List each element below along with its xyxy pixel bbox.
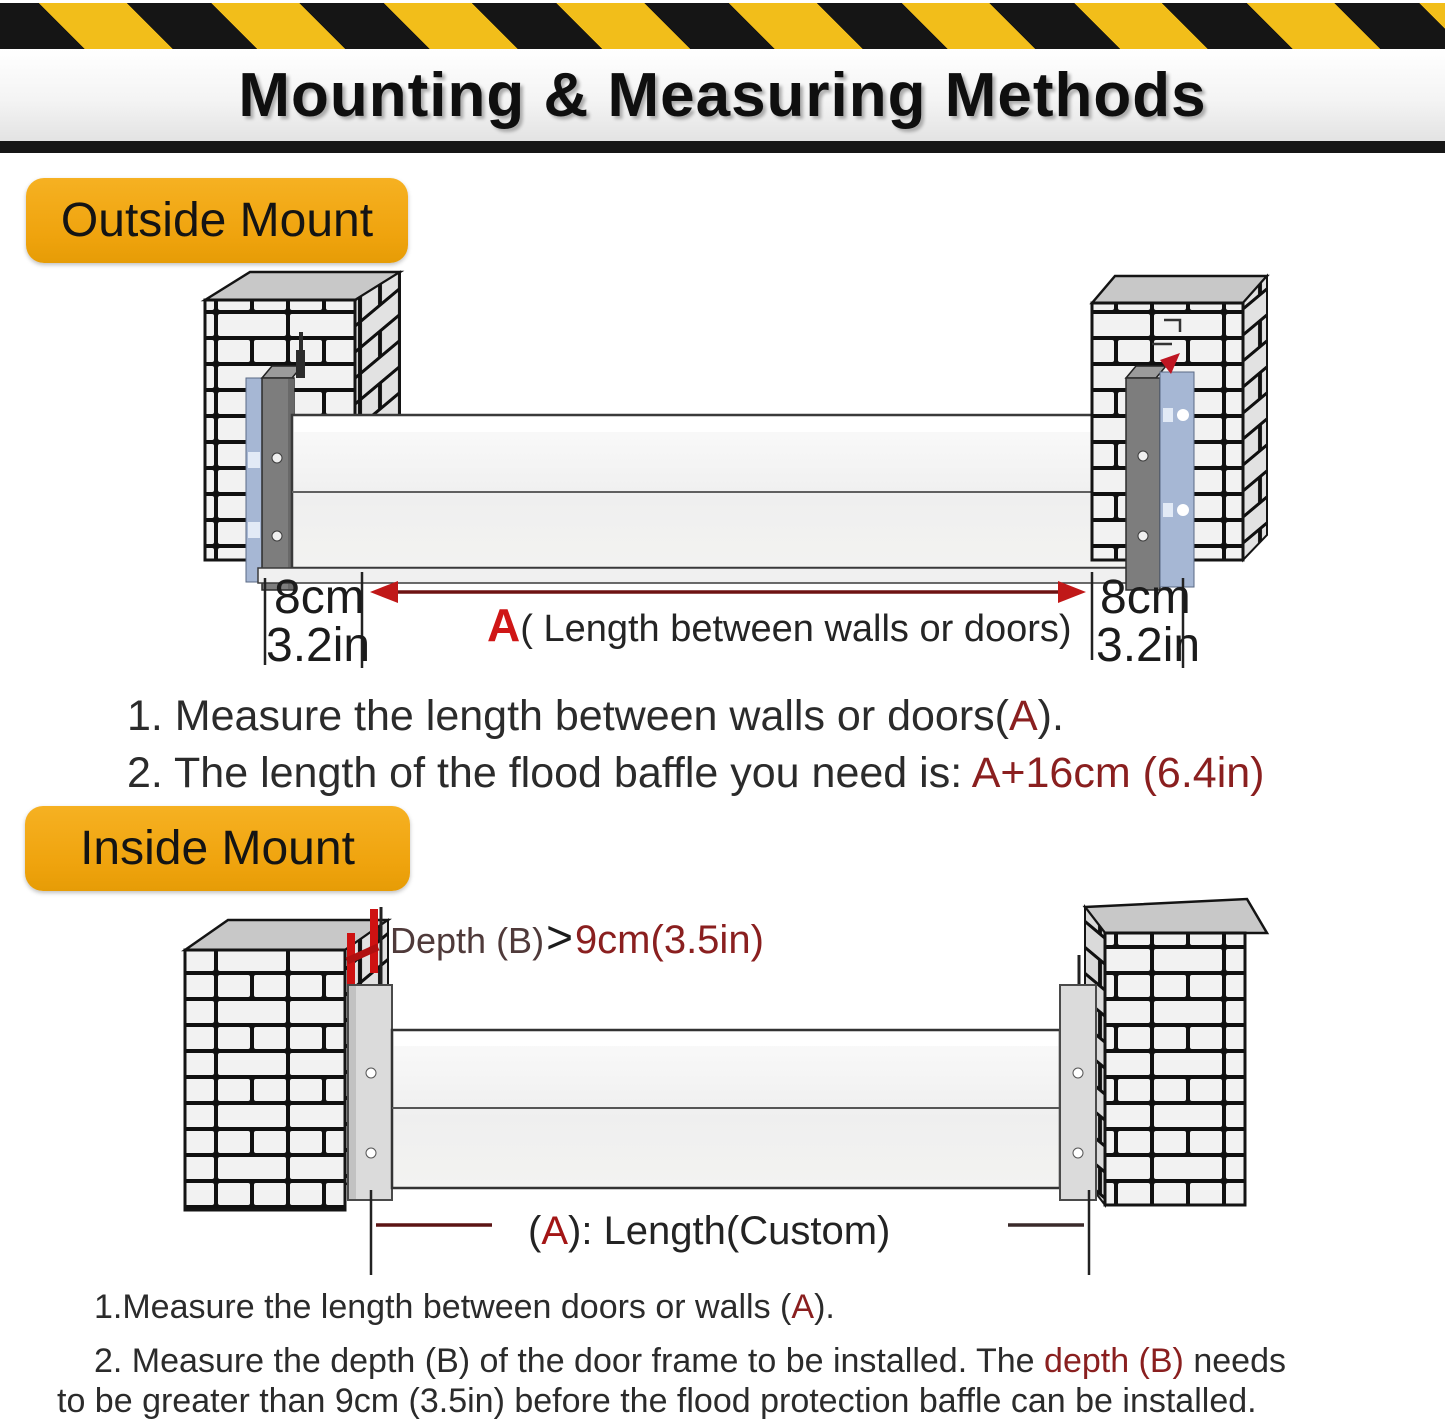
step-text: 2. Measure the depth (B) of the door frame to be installed. The (94, 1342, 1045, 1380)
header-divider-bar (0, 141, 1445, 153)
outside-step-2 (127, 751, 1265, 796)
screw-hole (1073, 1068, 1083, 1078)
screw-hole (1138, 451, 1148, 461)
step-highlight: depth (B) (1044, 1342, 1184, 1380)
left-offset-cm-label: 8cm (274, 571, 365, 624)
hazard-tape-banner (0, 3, 1445, 49)
inside-step-2-line-2: to be greater than 9cm (3.5in) before the flood protection baffle can be installed. (57, 1382, 1257, 1420)
step-highlight: A+16cm (6.4in) (971, 749, 1265, 797)
inside-right-pillar (1085, 899, 1267, 1205)
length-a-caption (487, 599, 1072, 651)
step-highlight: A (1008, 692, 1038, 740)
inside-left-channel-bracket (348, 985, 392, 1200)
inside-step-2-line-1 (94, 1344, 1286, 1380)
len-post: ): Length(Custom) (568, 1209, 891, 1253)
inside-flood-barrier (392, 1030, 1060, 1188)
outside-mount-label (26, 178, 408, 263)
dim-a-caption-text: ( Length between walls or doors) (520, 608, 1072, 650)
right-offset-cm-label: 8cm (1100, 571, 1191, 624)
len-a-letter: A (541, 1209, 569, 1253)
step-highlight: A (791, 1288, 815, 1326)
screw-hole (366, 1148, 376, 1158)
outside-flood-barrier (258, 415, 1142, 583)
screw-hole (1138, 531, 1148, 541)
inside-mount-label-text: Inside Mount (80, 822, 355, 875)
arrowhead-right (1058, 581, 1086, 603)
outside-step-1 (127, 694, 1064, 739)
arrowhead-left (370, 581, 398, 603)
title-band (0, 49, 1445, 141)
depth-value-text: 9cm(3.5in) (574, 918, 764, 962)
len-pre: ( (528, 1209, 542, 1253)
step-text: ). (1037, 692, 1064, 740)
dim-a-letter: A (487, 599, 521, 651)
screw-hole (272, 453, 282, 463)
outside-mount-label-text: Outside Mount (60, 194, 374, 247)
length-custom-caption (528, 1211, 890, 1251)
outside-left-seal-strip (246, 378, 262, 582)
screw-hole (272, 531, 282, 541)
right-offset-in-label: 3.2in (1096, 619, 1201, 672)
outside-right-seal-strip (1160, 372, 1194, 587)
greater-than-sign: > (546, 911, 573, 963)
inside-mount-label (25, 806, 410, 891)
step-text: 2. The length of the flood baffle you need is: (127, 749, 972, 797)
left-offset-in-label: 3.2in (266, 619, 371, 672)
barrier-bottom-sill (258, 568, 1142, 583)
depth-b-caption (390, 911, 764, 963)
step-text: ). (814, 1288, 835, 1326)
inside-right-channel-bracket (1060, 985, 1096, 1200)
screw-hole (366, 1068, 376, 1078)
step-text: 1. Measure the length between walls or doors( (127, 692, 1009, 740)
screw-hole (1073, 1148, 1083, 1158)
page-title: Mounting & Measuring Methods (238, 60, 1207, 130)
inside-step-1 (94, 1290, 835, 1326)
depth-label-text: Depth (B) (390, 920, 545, 961)
step-text: 1.Measure the length between doors or walls ( (94, 1288, 792, 1326)
step-text: needs (1183, 1342, 1286, 1380)
